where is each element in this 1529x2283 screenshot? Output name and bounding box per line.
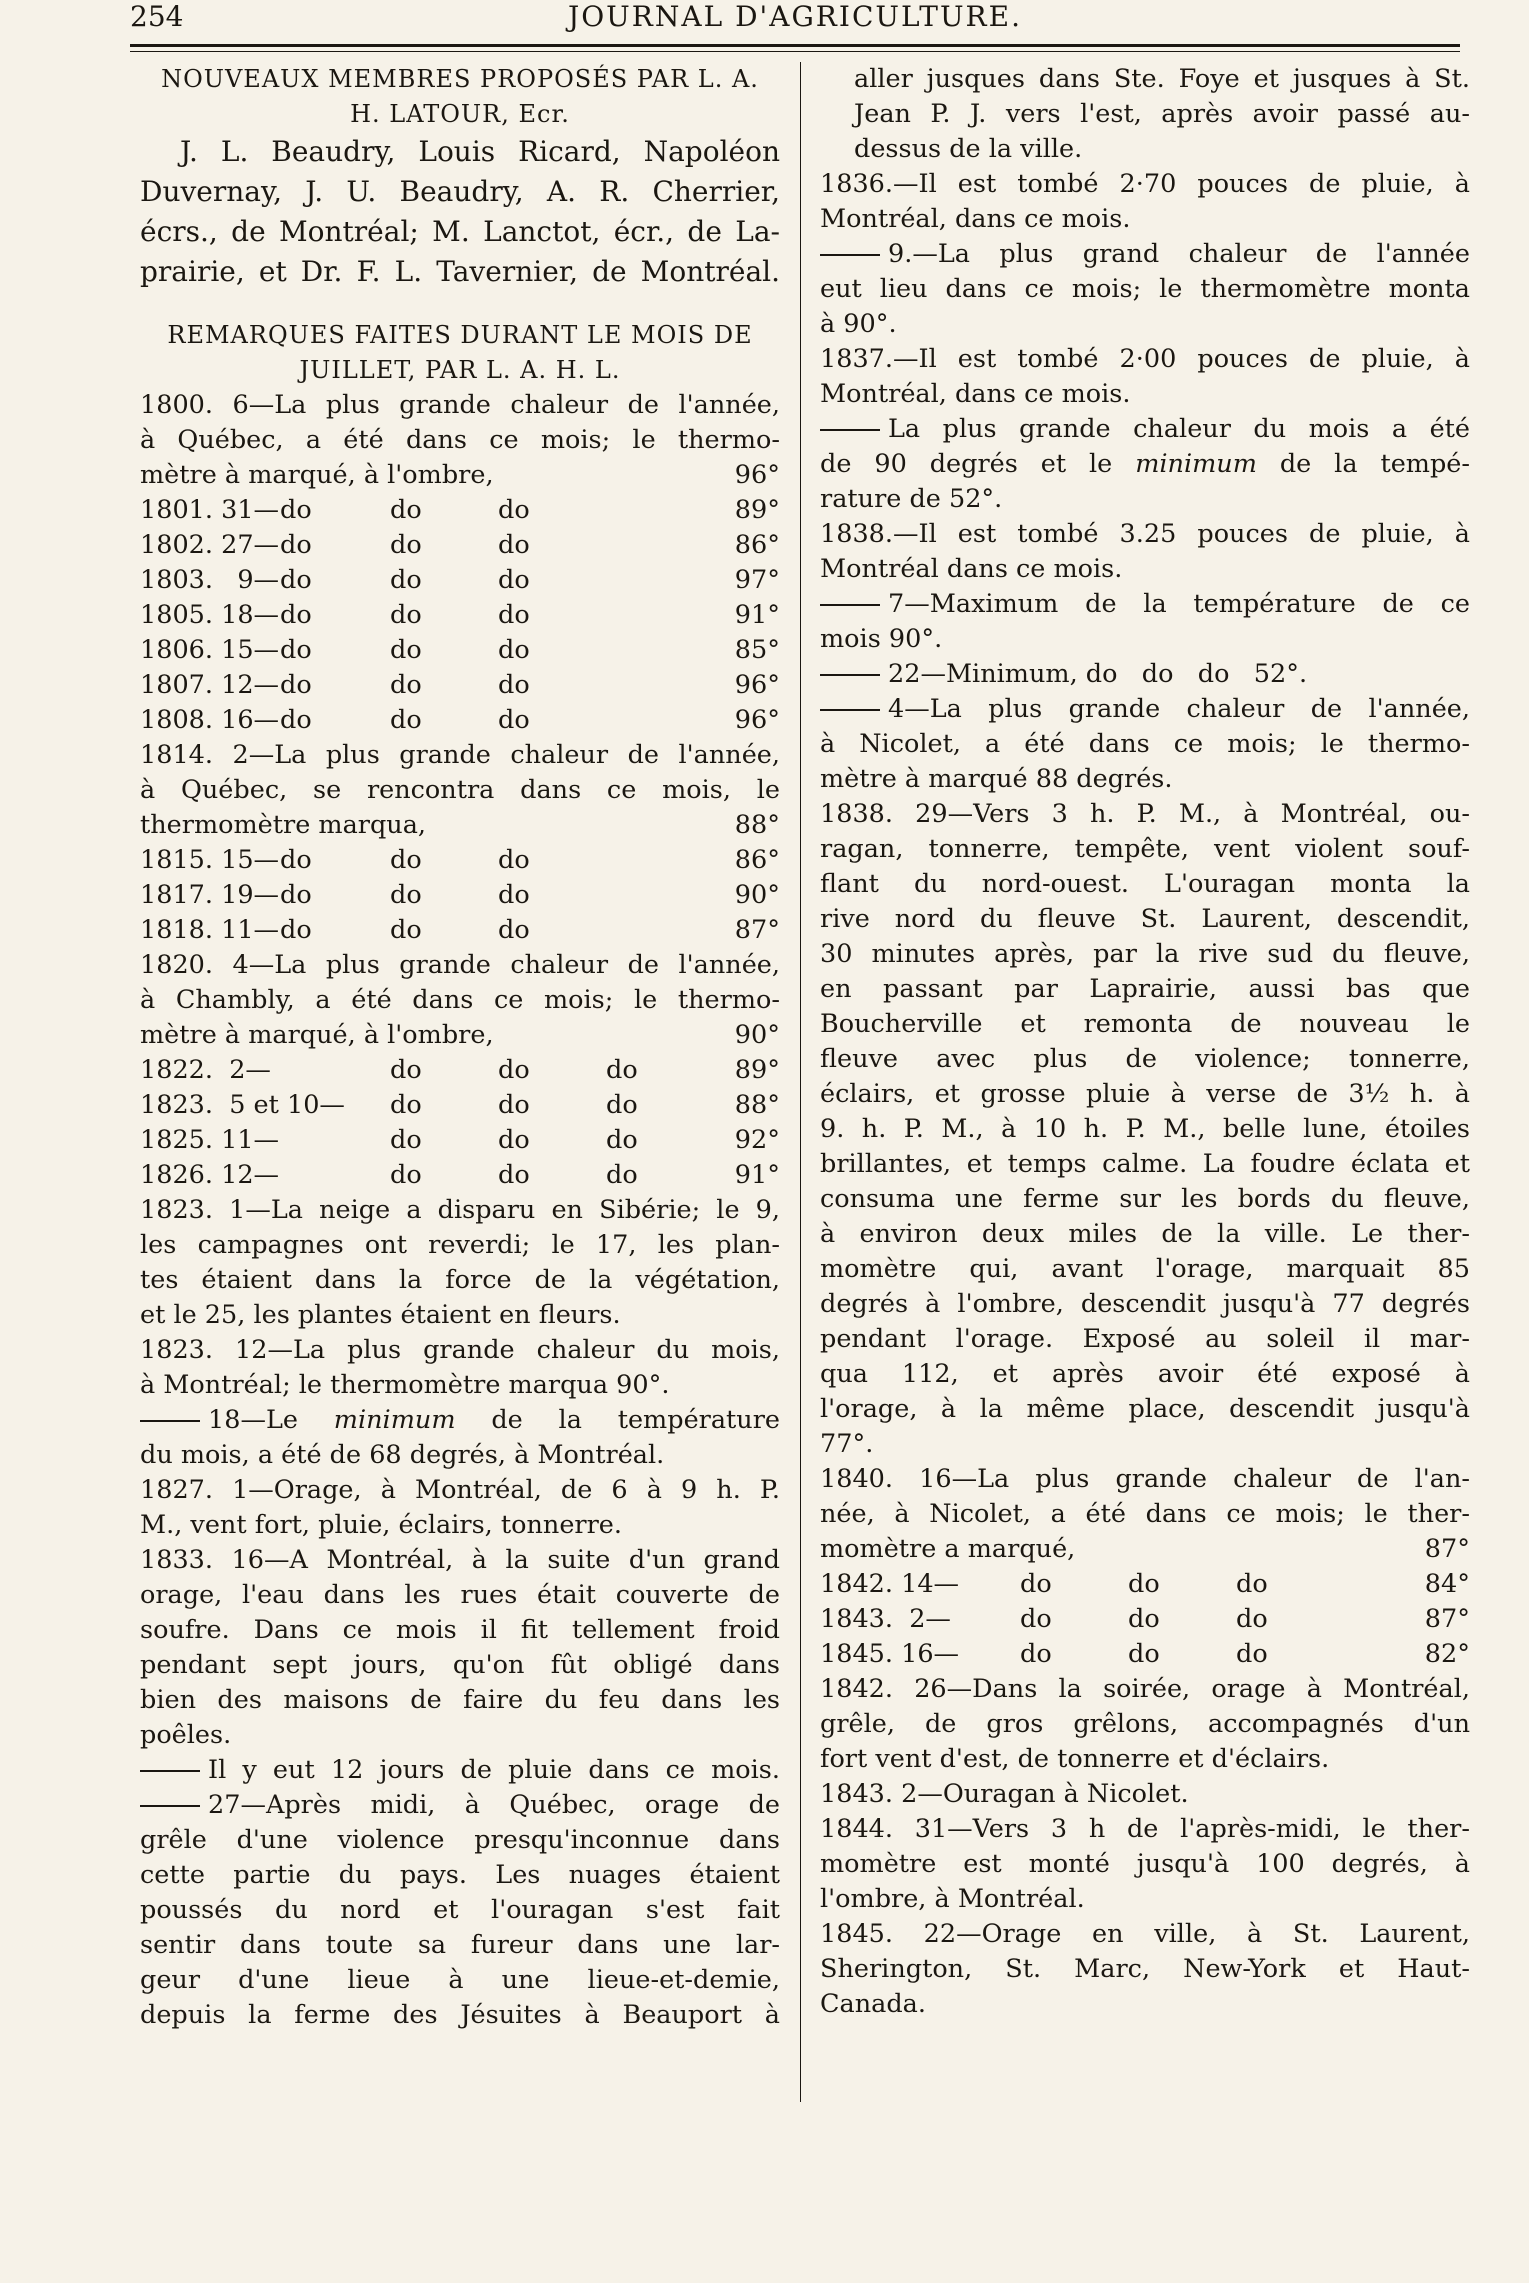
text-line: soufre. Dans ce mois il fit tellement froid <box>140 1615 780 1645</box>
table-rows-c <box>140 1053 780 1193</box>
year-cell: 1803. 9— <box>140 565 280 595</box>
value-cell: 87° <box>734 915 780 945</box>
ditto-cell: do <box>280 635 312 665</box>
table-rows-b <box>140 843 780 948</box>
value-cell: 86° <box>734 530 780 560</box>
text-line: 1837.—Il est tombé 2·00 pouces de pluie, à <box>820 344 1470 374</box>
text-line <box>174 1403 780 1438</box>
year-cell: 1845. 16— <box>820 1639 960 1669</box>
ditto-cell: do <box>498 1055 530 1085</box>
year-cell: 1843. 2— <box>820 1604 951 1634</box>
column-divider <box>800 62 801 2102</box>
text-line: momètre est monté jusqu'à 100 degrés, à <box>820 1849 1470 1879</box>
ditto-cell: do <box>390 670 422 700</box>
text-line <box>854 692 1470 727</box>
temperature-value: 88° <box>734 810 780 840</box>
text-line: 1838. 29—Vers 3 h. P. M., à Montréal, ou- <box>820 799 1470 829</box>
text-run: 18—Le <box>208 1405 334 1435</box>
ditto-cell: do <box>606 1125 638 1155</box>
text-line: écrs., de Montréal; M. Lanctot, écr., de La- <box>140 215 780 248</box>
ditto-cell: do <box>390 845 422 875</box>
ditto-cell: do <box>390 880 422 910</box>
ditto-cell: do <box>280 880 312 910</box>
ditto-cell: do <box>1020 1604 1052 1634</box>
text-line: geur d'une lieue à une lieue-et-demie, <box>140 1965 780 1995</box>
journal-title: JOURNAL D'AGRICULTURE. <box>568 0 1022 33</box>
text-run: 22—Minimum, do do do 52°. <box>888 659 1308 689</box>
text-line: mètre à marqué 88 degrés. <box>820 764 1173 794</box>
entry-1800 <box>140 388 780 493</box>
entry-1823-heat <box>140 1333 780 1403</box>
text-line <box>854 237 1470 272</box>
right-column <box>820 62 1470 2022</box>
text-run: de la température <box>455 1405 780 1435</box>
table-row <box>140 1123 780 1158</box>
value-cell: 85° <box>734 635 780 665</box>
ditto-cell: do <box>1020 1569 1052 1599</box>
ditto-cell: do <box>1128 1604 1160 1634</box>
ditto-cell: do <box>390 600 422 630</box>
text-line: 1823. 12—La plus grande chaleur du mois, <box>140 1335 780 1365</box>
year-cell: 1826. 12— <box>140 1160 280 1190</box>
text-line: qua 112, et après avoir été exposé à <box>820 1359 1470 1389</box>
text-line: née, à Nicolet, a été dans ce mois; le ther- <box>820 1499 1470 1529</box>
text-line: grêle, de gros grêlons, accompagnés d'un <box>820 1709 1470 1739</box>
entry-1844 <box>820 1812 1470 1917</box>
text-line: degrés à l'ombre, descendit jusqu'à 77 degrés <box>820 1289 1470 1319</box>
entry-1845 <box>820 1917 1470 2022</box>
text-line: prairie, et Dr. F. L. Tavernier, de Montréal. <box>140 255 780 288</box>
table-row <box>820 1602 1470 1637</box>
table-row <box>140 703 780 738</box>
text-line: M., vent fort, pluie, éclairs, tonnerre. <box>140 1510 622 1540</box>
value-cell: 84° <box>1424 1569 1470 1599</box>
ditto-cell: do <box>498 495 530 525</box>
text-line: 1823. 1—La neige a disparu en Sibérie; le 9, <box>140 1195 780 1225</box>
text-run: 27—Après midi, à Québec, orage de <box>208 1790 780 1820</box>
text-line: orage, l'eau dans les rues était couverte de <box>140 1580 780 1610</box>
text-line: bien des maisons de faire du feu dans les <box>140 1685 780 1715</box>
text-line <box>174 1788 780 1823</box>
table-row <box>140 843 780 878</box>
ditto-dash <box>140 1770 200 1772</box>
value-cell: 97° <box>734 565 780 595</box>
text-line: 1845. 22—Orage en ville, à St. Laurent, <box>820 1919 1470 1949</box>
left-column <box>140 62 780 2033</box>
value-cell: 87° <box>1424 1604 1470 1634</box>
entry-1843: 1843. 2—Ouragan à Nicolet. <box>820 1779 1189 1809</box>
text-line <box>854 587 1470 622</box>
ditto-cell: do <box>390 1090 422 1120</box>
text-line: 9. h. P. M., à 10 h. P. M., belle lune, étoiles <box>820 1114 1470 1144</box>
ditto-cell: do <box>280 495 312 525</box>
ditto-dash <box>820 604 880 606</box>
value-line <box>140 1018 780 1053</box>
table-row <box>140 633 780 668</box>
text-line <box>820 447 1470 482</box>
ditto-cell: do <box>280 845 312 875</box>
ditto-dash <box>820 709 880 711</box>
ditto-dash <box>820 674 880 676</box>
value-cell: 88° <box>734 1090 780 1120</box>
ditto-cell: do <box>1020 1639 1052 1669</box>
entry-1836-heat <box>820 237 1470 342</box>
text-line: mois 90°. <box>820 624 943 654</box>
ditto-cell: do <box>1236 1569 1268 1599</box>
ditto-cell: do <box>390 1160 422 1190</box>
text-line: rive nord du fleuve St. Laurent, descendit, <box>820 904 1470 934</box>
ditto-cell: do <box>280 600 312 630</box>
ditto-cell: do <box>390 530 422 560</box>
text-line: brillantes, et temps calme. La foudre éclata et <box>820 1149 1470 1179</box>
ditto-dash <box>820 429 880 431</box>
text-line <box>854 412 1470 447</box>
text-line: 77°. <box>820 1429 874 1459</box>
ditto-cell: do <box>1128 1639 1160 1669</box>
entry-1838-storm <box>820 797 1470 1462</box>
ditto-cell: do <box>498 1125 530 1155</box>
temperature-value: 90° <box>734 1020 780 1050</box>
text-line: à Montréal; le thermomètre marqua 90°. <box>140 1370 670 1400</box>
text-run: 7—Maximum de la température de ce <box>888 589 1470 619</box>
table-row <box>140 1088 780 1123</box>
ditto-cell: do <box>498 635 530 665</box>
ditto-cell: do <box>390 495 422 525</box>
entry-1837 <box>820 342 1470 412</box>
text-line: consuma une ferme sur les bords du fleuve, <box>820 1184 1470 1214</box>
text-line: momètre qui, avant l'orage, marquait 85 <box>820 1254 1470 1284</box>
entry-1837-heat <box>820 412 1470 517</box>
value-cell: 91° <box>734 1160 780 1190</box>
ditto-cell: do <box>498 670 530 700</box>
text-line: pendant l'orage. Exposé au soleil il mar- <box>820 1324 1470 1354</box>
text-run: Il y eut 12 jours de pluie dans ce mois. <box>208 1755 780 1785</box>
ditto-cell: do <box>606 1160 638 1190</box>
text-run: 4—La plus grande chaleur de l'année, <box>888 694 1470 724</box>
table-rows-d <box>820 1567 1470 1672</box>
continued-text <box>820 62 1470 167</box>
text-line: 1840. 16—La plus grande chaleur de l'an- <box>820 1464 1470 1494</box>
value-line <box>140 808 780 843</box>
members-heading <box>140 62 780 132</box>
entry-1838-rain <box>820 517 1470 587</box>
ditto-cell: do <box>1236 1604 1268 1634</box>
value-label: thermomètre marqua, <box>140 810 427 840</box>
text-line: grêle d'une violence presqu'inconnue dans <box>140 1825 780 1855</box>
temperature-value: 87° <box>1424 1534 1470 1564</box>
text-line: depuis la ferme des Jésuites à Beauport à <box>140 2000 780 2030</box>
table-row <box>140 913 780 948</box>
text-line: en passant par Laprairie, aussi bas que <box>820 974 1470 1004</box>
ditto-cell: do <box>390 1125 422 1155</box>
entry-1838-min <box>820 657 1470 692</box>
text-line: eut lieu dans ce mois; le thermomètre monta <box>820 274 1470 304</box>
entry-1820 <box>140 948 780 1053</box>
text-line: pendant sept jours, qu'on fût obligé dans <box>140 1650 780 1680</box>
table-row <box>820 1567 1470 1602</box>
value-line <box>140 458 780 493</box>
ditto-cell: do <box>498 845 530 875</box>
ditto-dash <box>820 254 880 256</box>
text-run: de 90 degrés et le <box>820 449 1136 479</box>
entry-1833 <box>140 1543 780 1753</box>
value-cell: 86° <box>734 845 780 875</box>
text-line: Montréal dans ce mois. <box>820 554 1123 584</box>
text-line: sentir dans toute sa fureur dans une lar- <box>140 1930 780 1960</box>
year-cell: 1825. 11— <box>140 1125 280 1155</box>
table-row <box>140 528 780 563</box>
text-line: Duvernay, J. U. Beaudry, A. R. Cherrier, <box>140 175 780 208</box>
members-paragraph <box>140 132 780 292</box>
ditto-cell: do <box>390 565 422 595</box>
italic-run: minimum <box>333 1405 456 1435</box>
text-line: dessus de la ville. <box>854 134 1083 164</box>
text-line: à Nicolet, a été dans ce mois; le thermo- <box>820 729 1470 759</box>
ditto-cell: do <box>498 1090 530 1120</box>
page-number: 254 <box>130 0 184 33</box>
text-line: 1842. 26—Dans la soirée, orage à Montréal, <box>820 1674 1470 1704</box>
entry-1838-max <box>820 587 1470 657</box>
ditto-cell: do <box>280 915 312 945</box>
entry-1836 <box>820 167 1470 237</box>
value-cell: 90° <box>734 880 780 910</box>
text-run: 9.—La plus grand chaleur de l'année <box>888 239 1470 269</box>
text-line: Canada. <box>820 1989 926 2019</box>
table-row <box>140 668 780 703</box>
value-cell: 89° <box>734 1055 780 1085</box>
text-line: 1827. 1—Orage, à Montréal, de 6 à 9 h. P. <box>140 1475 780 1505</box>
ditto-cell: do <box>390 915 422 945</box>
year-cell: 1817. 19— <box>140 880 280 910</box>
text-line: 1833. 16—A Montréal, à la suite d'un grand <box>140 1545 780 1575</box>
text-line: tes étaient dans la force de la végétation, <box>140 1265 780 1295</box>
text-line: aller jusques dans Ste. Foye et jusques à St. <box>854 64 1470 94</box>
text-line: 1836.—Il est tombé 2·70 pouces de pluie, à <box>820 169 1470 199</box>
value-cell: 96° <box>734 705 780 735</box>
text-line: J. L. Beaudry, Louis Ricard, Napoléon <box>180 135 780 168</box>
text-line: ragan, tonnerre, tempête, vent violent souf- <box>820 834 1470 864</box>
year-cell: 1842. 14— <box>820 1569 960 1599</box>
text-line: à Québec, se rencontra dans ce mois, le <box>140 775 780 805</box>
entry-1823-siberia <box>140 1193 780 1333</box>
text-line: fleuve avec plus de violence; tonnerre, <box>820 1044 1470 1074</box>
ditto-cell: do <box>498 530 530 560</box>
table-row <box>140 563 780 598</box>
table-row <box>140 493 780 528</box>
ditto-cell: do <box>498 880 530 910</box>
ditto-cell: do <box>390 1055 422 1085</box>
ditto-cell: do <box>280 565 312 595</box>
text-line: rature de 52°. <box>820 484 1003 514</box>
year-cell: 1822. 2— <box>140 1055 271 1085</box>
value-cell: 89° <box>734 495 780 525</box>
year-cell: 1802. 27— <box>140 530 280 560</box>
table-row <box>820 1637 1470 1672</box>
value-cell: 91° <box>734 600 780 630</box>
text-line: Montréal, dans ce mois. <box>820 204 1131 234</box>
text-line: 30 minutes après, par la rive sud du fleuve, <box>820 939 1470 969</box>
entry-1838-nicolet <box>820 692 1470 797</box>
text-run: de la tempé- <box>1256 449 1470 479</box>
entry-1833-hail <box>140 1788 780 2033</box>
ditto-cell: do <box>1236 1639 1268 1669</box>
year-cell: 1808. 16— <box>140 705 280 735</box>
table-row <box>140 1158 780 1193</box>
table-row <box>140 878 780 913</box>
remarks-heading-line: REMARQUES FAITES DURANT LE MOIS DE <box>167 321 753 349</box>
members-heading-line: H. LATOUR, Ecr. <box>350 100 570 128</box>
ditto-dash <box>140 1805 200 1807</box>
header-rule-thick <box>130 44 1460 47</box>
text-line: 1820. 4—La plus grande chaleur de l'année, <box>140 950 780 980</box>
ditto-cell: do <box>606 1090 638 1120</box>
text-line: à environ deux miles de la ville. Le ther- <box>820 1219 1470 1249</box>
text-line: et le 25, les plantes étaient en fleurs. <box>140 1300 621 1330</box>
ditto-cell: do <box>498 1160 530 1190</box>
year-cell: 1818. 11— <box>140 915 280 945</box>
text-line: l'orage, à la même place, descendit jusqu'à <box>820 1394 1470 1424</box>
year-cell: 1823. 5 et 10— <box>140 1090 345 1120</box>
text-line: 1844. 31—Vers 3 h de l'après-midi, le ther- <box>820 1814 1470 1844</box>
year-cell: 1806. 15— <box>140 635 280 665</box>
ditto-cell: do <box>390 705 422 735</box>
ditto-cell: do <box>280 705 312 735</box>
ditto-cell: do <box>498 915 530 945</box>
entry-1814 <box>140 738 780 843</box>
value-cell: 96° <box>734 670 780 700</box>
text-line: cette partie du pays. Les nuages étaient <box>140 1860 780 1890</box>
value-cell: 82° <box>1424 1639 1470 1669</box>
year-cell: 1805. 18— <box>140 600 280 630</box>
text-line: Montréal, dans ce mois. <box>820 379 1131 409</box>
text-line: poussés du nord et l'ouragan s'est fait <box>140 1895 780 1925</box>
ditto-dash <box>140 1420 200 1422</box>
entry-1840 <box>820 1462 1470 1567</box>
italic-run: minimum <box>1135 449 1257 479</box>
entry-1827 <box>140 1473 780 1543</box>
text-line: l'ombre, à Montréal. <box>820 1884 1085 1914</box>
text-line: fort vent d'est, de tonnerre et d'éclairs. <box>820 1744 1330 1774</box>
text-run: La plus grande chaleur du mois a été <box>888 414 1470 444</box>
remarks-heading <box>140 318 780 388</box>
text-line: du mois, a été de 68 degrés, à Montréal. <box>140 1440 665 1470</box>
ditto-cell: do <box>606 1055 638 1085</box>
text-line: à Québec, a été dans ce mois; le thermo- <box>140 425 780 455</box>
ditto-cell: do <box>498 565 530 595</box>
entry-1833-rain <box>140 1753 780 1788</box>
text-line: à 90°. <box>820 309 897 339</box>
ditto-cell: do <box>1128 1569 1160 1599</box>
text-line: les campagnes ont reverdi; le 17, les plan- <box>140 1230 780 1260</box>
running-header <box>120 0 1470 36</box>
value-label: mètre à marqué, à l'ombre, <box>140 460 494 490</box>
members-heading-line: NOUVEAUX MEMBRES PROPOSÉS PAR L. A. <box>161 65 759 93</box>
text-line: Jean P. J. vers l'est, après avoir passé au- <box>854 99 1470 129</box>
year-cell: 1815. 15— <box>140 845 280 875</box>
header-rule-thin <box>130 51 1460 52</box>
ditto-cell: do <box>390 635 422 665</box>
text-line: Sherington, St. Marc, New-York et Haut- <box>820 1954 1470 1984</box>
ditto-cell: do <box>498 600 530 630</box>
entry-1842 <box>820 1672 1470 1777</box>
temperature-value: 96° <box>734 460 780 490</box>
table-rows-a <box>140 493 780 738</box>
text-line: poêles. <box>140 1720 232 1750</box>
value-cell: 92° <box>734 1125 780 1155</box>
text-line: Boucherville et remonta de nouveau le <box>820 1009 1470 1039</box>
text-line: à Chambly, a été dans ce mois; le thermo- <box>140 985 780 1015</box>
table-row <box>140 598 780 633</box>
text-line: éclairs, et grosse pluie à verse de 3½ h. à <box>820 1079 1470 1109</box>
entry-1823-minimum <box>140 1403 780 1473</box>
text-line: 1800. 6—La plus grande chaleur de l'année, <box>140 390 780 420</box>
year-cell: 1807. 12— <box>140 670 280 700</box>
text-line: 1814. 2—La plus grande chaleur de l'année, <box>140 740 780 770</box>
year-cell: 1801. 31— <box>140 495 280 525</box>
table-row <box>140 1053 780 1088</box>
text-line: flant du nord-ouest. L'ouragan monta la <box>820 869 1470 899</box>
ditto-cell: do <box>280 670 312 700</box>
remarks-heading-line: JUILLET, PAR L. A. H. L. <box>299 356 621 384</box>
ditto-cell: do <box>280 530 312 560</box>
text-line: 1838.—Il est tombé 3.25 pouces de pluie, à <box>820 519 1470 549</box>
value-label: momètre a marqué, <box>820 1534 1076 1564</box>
ditto-cell: do <box>498 705 530 735</box>
value-line <box>820 1532 1470 1567</box>
value-label: mètre à marqué, à l'ombre, <box>140 1020 494 1050</box>
